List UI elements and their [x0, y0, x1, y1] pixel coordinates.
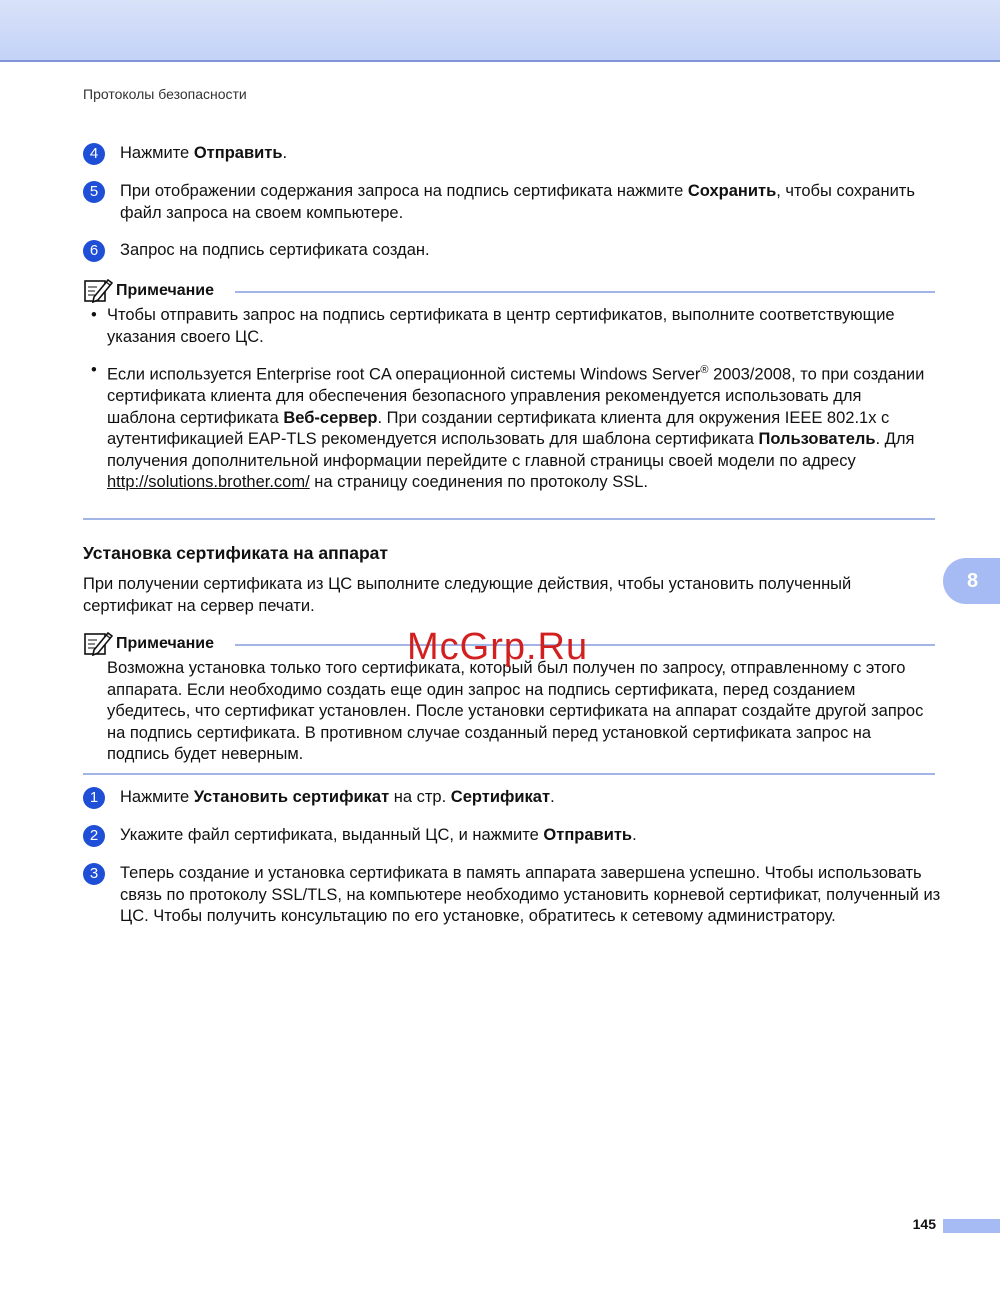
note-divider — [235, 291, 935, 293]
bullet-text: Чтобы отправить запрос на подпись сертификата в центр сертификатов, выполните соответствующие указания своего ЦС. — [107, 306, 895, 346]
step-5 — [83, 181, 943, 224]
note-end-divider — [83, 773, 935, 775]
page-number-bar — [943, 1219, 1000, 1233]
step-number-badge: 4 — [83, 143, 105, 165]
note-header — [83, 277, 935, 303]
step-1 — [83, 787, 943, 809]
watermark: McGrp.Ru — [407, 626, 589, 668]
step-text: Нажмите Отправить. — [120, 144, 288, 162]
step-number-badge: 1 — [83, 787, 105, 809]
note-bullet — [91, 305, 927, 348]
section-title: Установка сертификата на аппарат — [83, 543, 388, 563]
step-6 — [83, 240, 943, 262]
step-text: Укажите файл сертификата, выданный ЦС, и нажмите Отправить. — [120, 826, 637, 844]
step-number-badge: 6 — [83, 240, 105, 262]
step-4 — [83, 143, 943, 165]
bullet-text: Если используется Enterprise root CA операционной системы Windows Server® 2003/2008, то при создании сертификата клиента для обеспечения безопасного управления рекомендуется использовать для шаблона сертификата Веб-сервер. При создании сертификата клиента для окружения IEEE 802.1x с аутентификацией EAP-TLS рекомендуется использовать для шаблона сертификата Пользователь. Для получения дополнительной информации перейдите с главной страницы своей модели по адресу http://solutions.brother.com/ на страницу соединения по протоколу SSL. — [107, 364, 925, 491]
step-text: При отображении содержания запроса на подпись сертификата нажмите Сохранить, чтобы сохранить файл запроса на своем компьютере. — [120, 182, 915, 222]
bullet-dot: • — [91, 306, 97, 324]
note-label: Примечание — [116, 635, 215, 652]
step-text: Запрос на подпись сертификата создан. — [120, 241, 430, 259]
page-number: 145 — [912, 1216, 936, 1232]
url-link[interactable]: http://solutions.brother.com/ — [107, 473, 310, 491]
step-3 — [83, 863, 943, 928]
note-bullet — [91, 360, 927, 494]
bullet-dot: • — [91, 361, 97, 379]
step-number-badge: 3 — [83, 863, 105, 885]
step-number-badge: 2 — [83, 825, 105, 847]
step-text: Нажмите Установить сертификат на стр. Сертификат. — [120, 788, 555, 806]
note-end-divider — [83, 518, 935, 520]
step-number-badge: 5 — [83, 181, 105, 203]
note-pencil-icon — [83, 630, 113, 656]
chapter-tab[interactable]: 8 — [943, 558, 1000, 604]
step-text: Теперь создание и установка сертификата в память аппарата завершена успешно. Чтобы использовать связь по протоколу SSL/TLS, на компьютере необходимо установить корневой сертификат, полученный из ЦС. Чтобы получить консультацию по его установке, обратитесь к сетевому администратору. — [120, 864, 941, 925]
section-intro: При получении сертификата из ЦС выполните следующие действия, чтобы установить полученный сертификат на сервер печати. — [83, 575, 852, 615]
note-text: Возможна установка только того сертификата, который был получен по запросу, отправленному с этого аппарата. Если необходимо создать еще один запрос на подпись сертификата, перед созданием убедитесь, что сертификат установлен. После установки сертификата на аппарат создайте другой запрос на подпись сертификата. В противном случае созданный перед установкой сертификата запрос на подпись будет неверным. — [107, 659, 924, 763]
header-band — [0, 0, 1000, 62]
running-header: Протоколы безопасности — [83, 86, 247, 102]
step-2 — [83, 825, 943, 847]
note-label: Примечание — [116, 282, 215, 299]
note-pencil-icon — [83, 277, 113, 303]
